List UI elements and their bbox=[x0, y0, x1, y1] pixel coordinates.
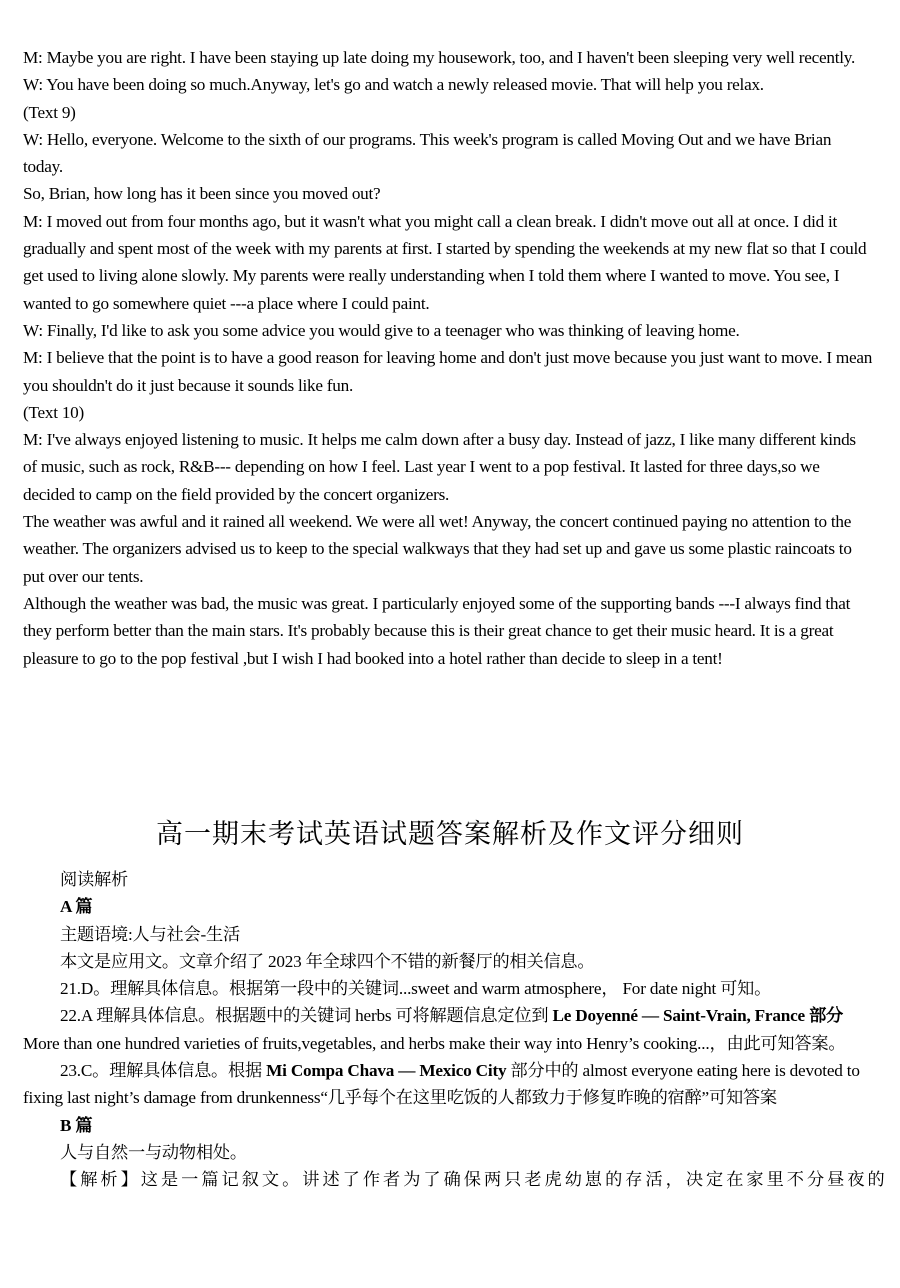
section-b-label: B 篇 bbox=[60, 1115, 93, 1135]
transcript-line: M: I moved out from four months ago, but it wasn't what you might call a clean break. I didn't move out all at once. I did it gradually and spent most of the week with my parents at first. I started by spending the weekends at my new flat so that I could get used to living alone slowly. My parents were really understanding when I told them where I wanted to move. You see, I wanted to go somewhere quiet ---a place where I could paint. bbox=[23, 211, 867, 313]
reading-label: 阅读解析 bbox=[60, 870, 128, 889]
question-23-explanation bbox=[23, 1057, 873, 1112]
transcript-line: M: I believe that the point is to have a good reason for leaving home and don't just move because you just want to move. I mean you shouldn't do it just because it sounds like fun. bbox=[23, 348, 873, 395]
q23-text-cont: 部分中的 almost everyone eating here is devoted to fixing last night’s damage from drunkenness“几乎每个在这里吃饭的人都致力于修复昨晚的宿醉”可知答案 bbox=[23, 1061, 860, 1108]
transcript-line: Although the weather was bad, the music was great. I particularly enjoyed some of the supporting bands ---I always find that they perform better than the main stars. It's probably because this is their great chance to get their music heard. It is a great pleasure to go to the pop festival ,but I wish I had booked into a hotel rather than decide to sleep in a tent! bbox=[23, 593, 851, 668]
transcript-line: (Text 10) bbox=[23, 402, 84, 422]
q22-text-cont: More than one hundred varieties of fruits,vegetables, and herbs make their way into Henry’s cooking...，由此可知答案。 bbox=[23, 1033, 846, 1053]
section-a-theme: 主题语境:人与社会-生活 bbox=[60, 924, 240, 944]
transcript-line: M: I've always enjoyed listening to music. It helps me calm down after a busy day. Instead of jazz, I like many different kinds of music, such as rock, R&B--- depending on how I feel. Last year I went to a pop festival. It lasted for three days,so we decided to camp on the field provided by the concert organizers. bbox=[23, 430, 856, 504]
transcript-line: So, Brian, how long has it been since you moved out? bbox=[23, 184, 381, 204]
q23-text: 23.C。理解具体信息。根据 bbox=[60, 1061, 267, 1081]
listening-transcript bbox=[23, 44, 873, 672]
q23-location: Mi Compa Chava — Mexico City bbox=[266, 1061, 507, 1081]
transcript-line: The weather was awful and it rained all weekend. We were all wet! Anyway, the concert continued paying no attention to the weather. The organizers advised us to keep to the special walkways that they had set up and gave us some plastic raincoats to put over our tents. bbox=[23, 512, 852, 586]
section-a-summary: 本文是应用文。文章介绍了 2023 年全球四个不错的新餐厅的相关信息。 bbox=[60, 951, 595, 971]
section-b-analysis: 【解析】这是一篇记叙文。讲述了作者为了确保两只老虎幼崽的存活，决定在家里不分昼夜的 bbox=[60, 1170, 888, 1190]
q22-location: Le Doyenné — Saint-Vrain, France 部分 bbox=[552, 1006, 844, 1026]
question-22-explanation bbox=[23, 1002, 873, 1057]
section-a-label: A 篇 bbox=[60, 897, 93, 917]
answer-key-body bbox=[23, 866, 888, 1194]
transcript-line: M: Maybe you are right. I have been staying up late doing my housework, too, and I haven't been sleeping very well recently. bbox=[23, 48, 856, 67]
answer-key-title: 高一期末考试英语试题答案解析及作文评分细则 bbox=[156, 819, 744, 849]
transcript-line: (Text 9) bbox=[23, 102, 76, 122]
section-b-theme: 人与自然一与动物相处。 bbox=[60, 1142, 247, 1162]
q22-text: 22.A 理解具体信息。根据题中的关键词 herbs 可将解题信息定位到 bbox=[60, 1006, 553, 1026]
transcript-line: W: You have been doing so much.Anyway, let's go and watch a newly released movie. That will help you relax. bbox=[23, 75, 764, 95]
transcript-line: W: Hello, everyone. Welcome to the sixth of our programs. This week's program is called Moving Out and we have Brian today. bbox=[23, 129, 832, 177]
transcript-line: W: Finally, I'd like to ask you some advice you would give to a teenager who was thinking of leaving home. bbox=[23, 320, 740, 340]
question-21-explanation: 21.D。理解具体信息。根据第一段中的关键词...sweet and warm atmosphere， For date night 可知。 bbox=[60, 979, 772, 999]
